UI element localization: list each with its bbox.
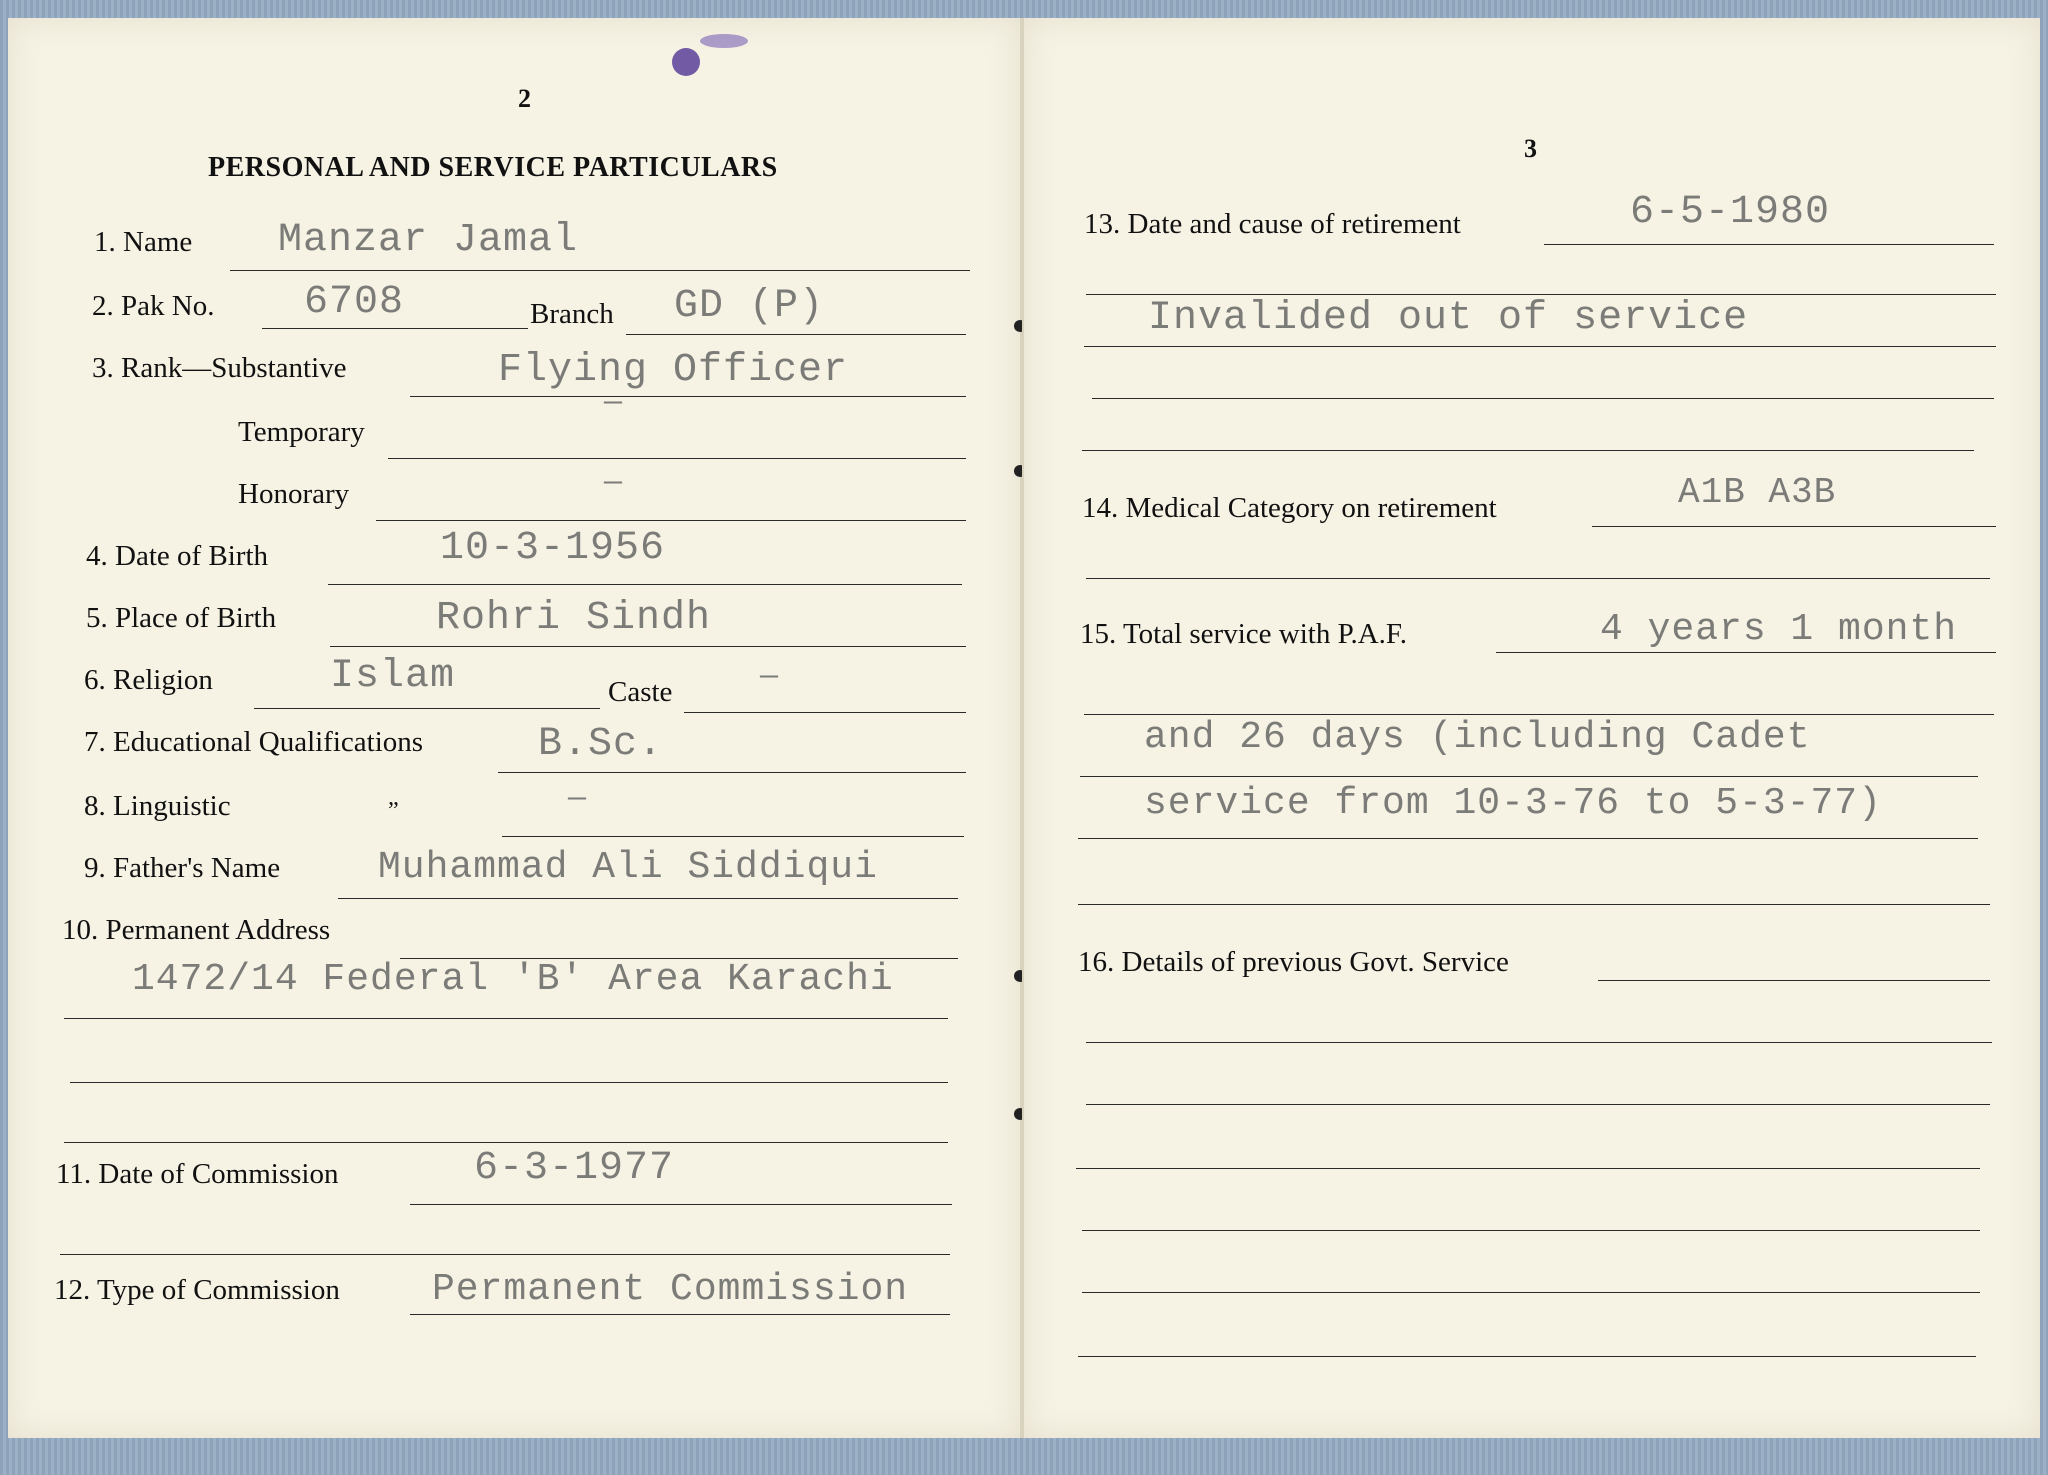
fathers-name-label: 9. Father's Name (84, 852, 281, 884)
honorary-label: Honorary (238, 478, 350, 510)
permanent-address-label: 10. Permanent Address (62, 914, 331, 946)
caste-label: Caste (608, 676, 673, 708)
total-service-line-2 (1084, 714, 1994, 715)
total-service-line-4 (1078, 838, 1978, 839)
education-line (498, 772, 966, 773)
permanent-address-line-3 (70, 1082, 948, 1083)
honorary-line (376, 520, 966, 521)
rank-line (410, 396, 966, 397)
total-service-label: 15. Total service with P.A.F. (1080, 618, 1407, 650)
date-of-commission-line-2 (60, 1254, 950, 1255)
date-of-commission-value: 6-3-1977 (474, 1146, 675, 1191)
permanent-address-value: 1472/14 Federal 'B' Area Karachi (132, 958, 894, 1001)
place-of-birth-line (330, 646, 966, 647)
linguistic-line (502, 836, 964, 837)
linguistic-label: 8. Linguistic (84, 790, 231, 822)
branch-value: GD (P) (674, 284, 825, 329)
retirement-cause-value: Invalided out of service (1148, 296, 1749, 341)
honorary-value: — (604, 466, 624, 500)
branch-line (626, 334, 966, 335)
total-service-line (1496, 652, 1996, 653)
education-label: 7. Educational Qualifications (84, 726, 424, 758)
pak-no-label: 2. Pak No. (92, 290, 215, 322)
previous-service-line-2 (1086, 1042, 1992, 1043)
pak-no-value: 6708 (304, 280, 405, 325)
caste-value: — (760, 660, 780, 694)
total-service-value: 4 years 1 month (1600, 608, 1958, 651)
retirement-line-4 (1092, 398, 1994, 399)
permanent-address-line-2 (64, 1018, 948, 1019)
place-of-birth-label: 5. Place of Birth (86, 602, 277, 634)
date-of-birth-value: 10-3-1956 (440, 526, 666, 571)
religion-label: 6. Religion (84, 664, 213, 696)
ink-blot (672, 48, 700, 76)
previous-service-line-5 (1082, 1230, 1980, 1231)
medical-category-line-2 (1086, 578, 1990, 579)
type-of-commission-line (410, 1314, 950, 1315)
religion-value: Islam (330, 654, 456, 699)
previous-service-line-6 (1082, 1292, 1980, 1293)
medical-category-value: A1B A3B (1678, 472, 1837, 513)
total-service-value-3: service from 10-3-76 to 5-3-77) (1144, 782, 1882, 825)
type-of-commission-value: Permanent Commission (432, 1268, 909, 1311)
rank-value: Flying Officer (498, 348, 849, 393)
temporary-value: — (604, 386, 624, 420)
retirement-label: 13. Date and cause of retirement (1084, 208, 1461, 240)
previous-service-line-3 (1086, 1104, 1990, 1105)
previous-service-line (1598, 980, 1990, 981)
fathers-name-value: Muhammad Ali Siddiqui (378, 846, 878, 889)
total-service-line-3 (1080, 776, 1978, 777)
permanent-address-line-4 (64, 1142, 948, 1143)
page-number-right: 3 (1524, 134, 1537, 163)
retirement-date-value: 6-5-1980 (1630, 190, 1831, 235)
date-of-birth-label: 4. Date of Birth (86, 540, 269, 572)
retirement-line (1544, 244, 1994, 245)
rank-label: 3. Rank—Substantive (92, 352, 347, 384)
retirement-line-3 (1084, 346, 1996, 347)
total-service-line-5 (1078, 904, 1990, 905)
branch-label: Branch (530, 298, 614, 330)
name-value: Manzar Jamal (278, 218, 579, 263)
place-of-birth-value: Rohri Sindh (436, 596, 712, 641)
date-of-commission-label: 11. Date of Commission (56, 1158, 339, 1190)
linguistic-ditto-mark: ” (388, 798, 399, 824)
type-of-commission-label: 12. Type of Commission (54, 1274, 340, 1306)
caste-line (684, 712, 966, 713)
pak-no-line (262, 328, 528, 329)
date-of-birth-line (328, 584, 962, 585)
name-label: 1. Name (94, 226, 193, 258)
education-value: B.Sc. (538, 722, 664, 767)
page-number-left: 2 (518, 84, 531, 113)
total-service-value-2: and 26 days (including Cadet (1144, 716, 1811, 759)
medical-category-line (1592, 526, 1996, 527)
name-line (230, 270, 970, 271)
fathers-name-line (338, 898, 958, 899)
linguistic-value: — (568, 782, 588, 816)
retirement-line-2 (1086, 294, 1996, 295)
right-page (1022, 18, 2040, 1438)
date-of-commission-line (410, 1204, 952, 1205)
previous-service-line-7 (1078, 1356, 1976, 1357)
religion-line (254, 708, 600, 709)
temporary-line (388, 458, 966, 459)
previous-service-label: 16. Details of previous Govt. Service (1078, 946, 1509, 978)
ink-smudge (700, 34, 748, 48)
medical-category-label: 14. Medical Category on retirement (1082, 492, 1497, 524)
previous-service-line-4 (1076, 1168, 1980, 1169)
page-heading: PERSONAL AND SERVICE PARTICULARS (208, 152, 778, 183)
retirement-line-5 (1082, 450, 1974, 451)
temporary-label: Temporary (238, 416, 365, 448)
left-page (8, 18, 1022, 1438)
